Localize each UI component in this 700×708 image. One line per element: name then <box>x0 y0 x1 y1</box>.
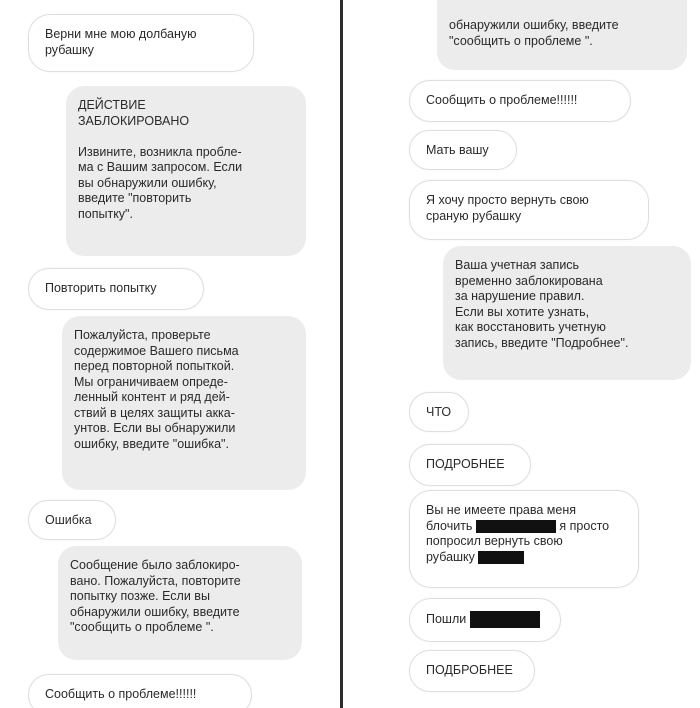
left-chat-panel <box>0 0 340 708</box>
redaction-bar <box>476 520 556 533</box>
message-text: блочить <box>426 518 473 533</box>
user-message: ПОДБРОБНЕЕ <box>409 650 535 692</box>
user-message <box>409 490 639 588</box>
user-message: Сообщить о проблеме!!!!!! <box>28 674 252 708</box>
user-message: Ошибка <box>28 500 116 540</box>
user-message: Повторить попытку <box>28 268 204 310</box>
right-chat-panel <box>343 0 700 708</box>
redaction-bar <box>470 611 540 628</box>
message-text: рубашку <box>426 549 475 564</box>
user-message <box>409 598 561 642</box>
user-message: Верни мне мою долбаную рубашку <box>28 14 254 72</box>
bot-message: Сообщение было заблокиро- вано. Пожалуйста, повторите попытку позже. Если вы обнаружили ошибку, введите "сообщить о проблеме ". <box>58 546 302 660</box>
user-message: Сообщить о проблеме!!!!!! <box>409 80 631 122</box>
user-message: ПОДРОБНЕЕ <box>409 444 531 486</box>
user-message: Мать вашу <box>409 130 517 170</box>
redaction-bar <box>478 551 524 564</box>
bot-message: обнаружили ошибку, введите "сообщить о проблеме ". <box>437 0 687 70</box>
message-text: я просто <box>559 518 610 533</box>
bot-message: Пожалуйста, проверьте содержимое Вашего письма перед повторной попыткой. Мы ограничиваем опреде- ленный контент и ряд дей- ствий в целях защиты акка- унтов. Если вы обнаружили ошибку, введите "ошибка". <box>62 316 306 490</box>
message-text: Пошли <box>426 611 467 626</box>
message-line <box>426 519 622 535</box>
bot-message: ДЕЙСТВИЕ ЗАБЛОКИРОВАНО Извините, возникла пробле- ма с Вашим запросом. Если вы обнаружили ошибку, введите "повторить попытку". <box>66 86 306 256</box>
bot-message: Ваша учетная запись временно заблокирована за нарушение правил. Если вы хотите узнать, как восстановить учетную запись, введите "Подробнее". <box>443 246 691 380</box>
user-message: Я хочу просто вернуть свою сраную рубашку <box>409 180 649 240</box>
message-line: Вы не имеете права меня <box>426 503 577 517</box>
message-line: попросил вернуть свою <box>426 534 563 548</box>
message-line <box>426 550 622 566</box>
user-message: ЧТО <box>409 392 469 432</box>
